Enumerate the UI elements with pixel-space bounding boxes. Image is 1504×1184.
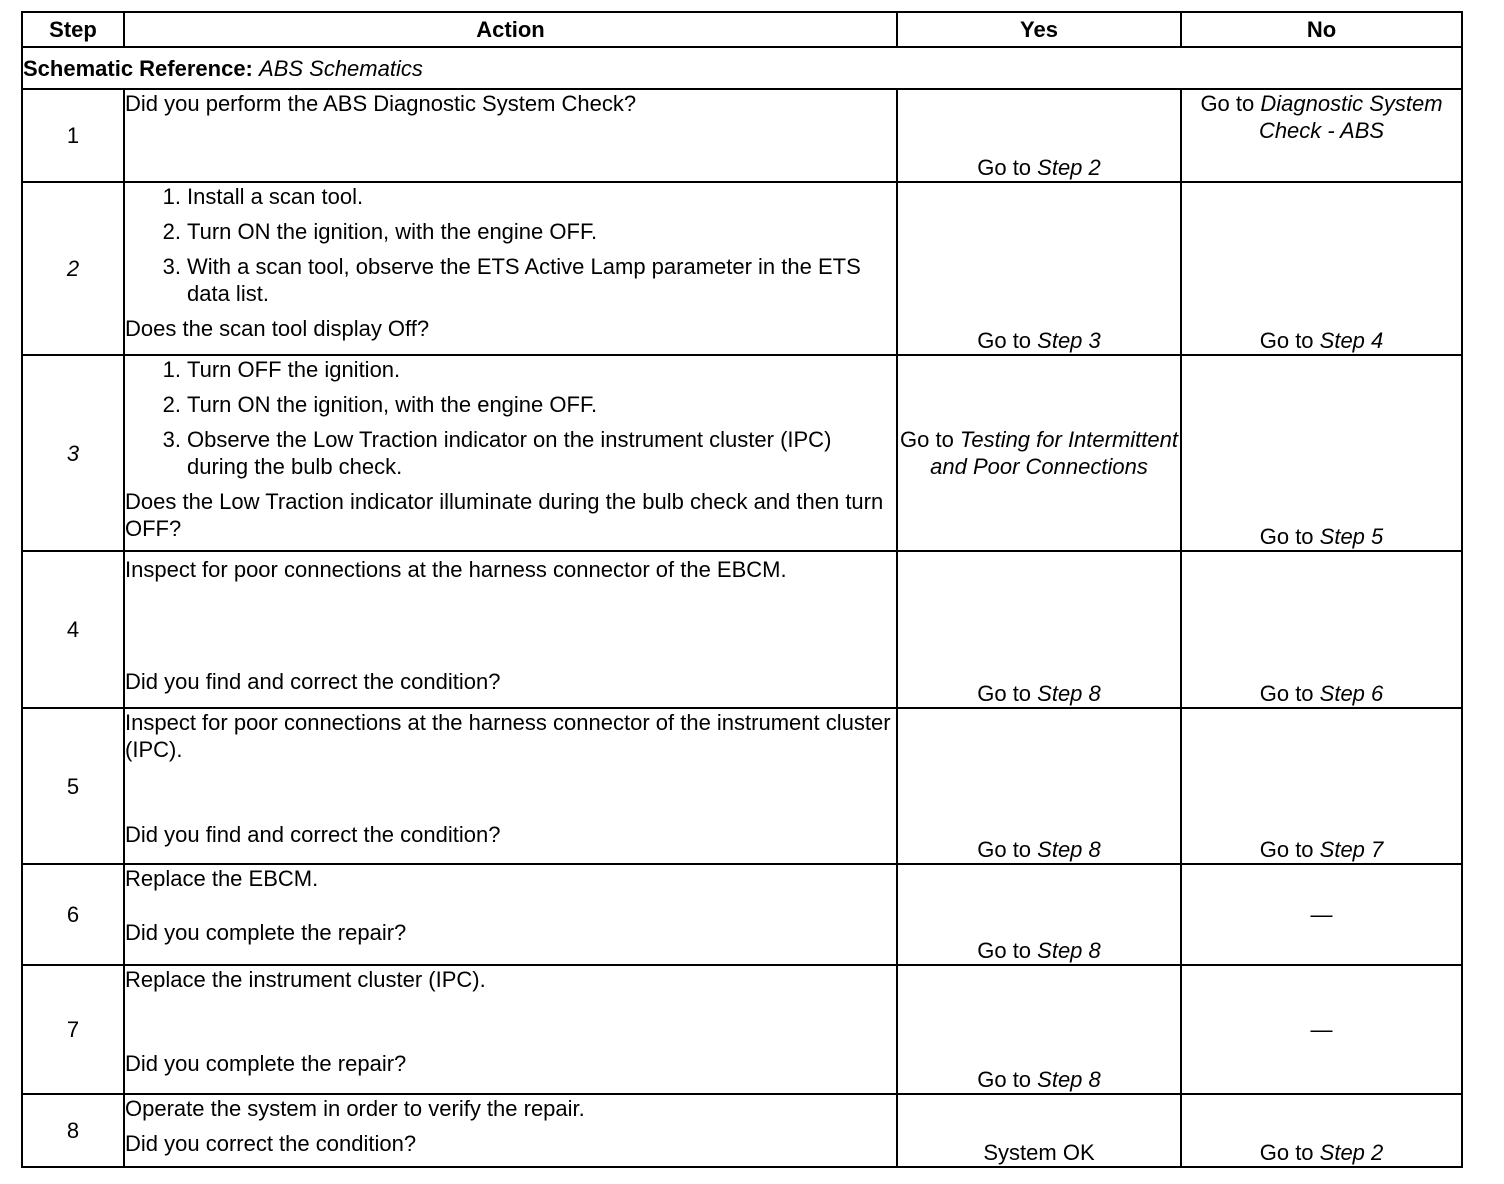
yes-prefix: Go to [977,1067,1038,1092]
substep [125,426,896,480]
schematic-row [22,47,1462,89]
no-prefix: Go to [1259,681,1320,706]
action-question: Does the scan tool display Off? [125,316,430,341]
substep [125,218,896,245]
action-text: Replace the instrument cluster (IPC). [125,967,486,992]
no-cell [1181,551,1462,708]
yes-cell [897,864,1181,965]
no-step-link[interactable]: Diagnostic System Check - ABS [1258,91,1443,143]
no-step-link[interactable]: Step 7 [1319,837,1384,862]
step-number: 6 [22,864,124,965]
header-no: No [1181,12,1462,47]
no-step-link[interactable]: Step 4 [1319,328,1384,353]
substep-number: 2. [162,392,181,417]
substep-text: Turn ON the ignition, with the engine OFF. [187,392,598,417]
schematic-reference [22,47,1462,89]
yes-prefix: Go to [977,837,1038,862]
no-cell [1181,182,1462,355]
no-step-link[interactable]: Step 2 [1319,1140,1384,1165]
action-question: Does the Low Traction indicator illuminate during the bulb check and then turn OFF? [125,489,884,541]
no-cell [1181,1094,1462,1167]
step-number: 2 [22,182,124,355]
step-number: 4 [22,551,124,708]
no-dash: — [1310,902,1333,927]
action-text: Did you perform the ABS Diagnostic System Check? [125,91,637,116]
table-row [22,355,1462,551]
yes-step-link[interactable]: Step 2 [1037,155,1101,180]
action-text: Operate the system in order to verify the repair. [125,1096,585,1121]
substep [125,253,896,307]
yes-cell [897,89,1181,182]
step-number: 5 [22,708,124,864]
step-number: 3 [22,355,124,551]
action-text: Inspect for poor connections at the harness connector of the instrument cluster (IPC). [125,710,891,762]
header-action: Action [124,12,897,47]
action-cell [124,1094,897,1167]
yes-prefix: Go to [977,938,1038,963]
step-number: 7 [22,965,124,1094]
action-question: Did you correct the condition? [125,1131,417,1156]
action-cell [124,89,897,182]
action-cell [124,551,897,708]
substep-text: Observe the Low Traction indicator on the instrument cluster (IPC) during the bulb check. [187,427,832,479]
table-row [22,182,1462,355]
yes-step-link[interactable]: Step 8 [1037,681,1101,706]
yes-prefix: Go to [900,427,960,452]
substep [125,356,896,383]
yes-step-link[interactable]: Step 3 [1037,328,1101,353]
diagnostic-table [21,11,1463,1168]
yes-step-link[interactable]: Step 8 [1037,837,1101,862]
action-text: Inspect for poor connections at the harness connector of the EBCM. [125,557,787,582]
no-dash: — [1310,1017,1333,1042]
yes-cell [897,355,1181,551]
substep-number: 3. [162,254,181,279]
substep-number: 3. [162,427,181,452]
no-prefix: Go to [1259,837,1320,862]
yes-step-link[interactable]: Testing for Intermittent and Poor Connections [930,427,1178,479]
yes-prefix: Go to [977,155,1038,180]
substep-number: 2. [162,219,181,244]
header-yes: Yes [897,12,1181,47]
table-row [22,708,1462,864]
substep [125,183,896,210]
substep-number: 1. [162,357,181,382]
no-prefix: Go to [1259,1140,1320,1165]
action-question: Did you find and correct the condition? [125,822,501,847]
action-cell [124,965,897,1094]
no-cell [1181,355,1462,551]
yes-cell [897,965,1181,1094]
yes-step-link[interactable]: Step 8 [1037,1067,1101,1092]
action-cell [124,864,897,965]
substep-number: 1. [162,184,181,209]
header-row [22,12,1462,47]
no-cell [1181,864,1462,965]
header-step: Step [22,12,124,47]
substep [125,391,896,418]
action-cell [124,708,897,864]
yes-cell [897,1094,1181,1167]
table-row [22,864,1462,965]
substep-text: Turn OFF the ignition. [187,357,401,382]
no-step-link[interactable]: Step 5 [1319,524,1384,549]
step-number: 1 [22,89,124,182]
yes-cell [897,708,1181,864]
substep-text: Install a scan tool. [187,184,364,209]
schematic-link[interactable]: ABS Schematics [259,55,423,81]
yes-prefix: Go to [977,328,1038,353]
action-text: Replace the EBCM. [125,866,319,891]
no-prefix: Go to [1259,524,1320,549]
action-question: Did you complete the repair? [125,920,407,945]
yes-cell [897,551,1181,708]
yes-cell [897,182,1181,355]
substep-list [125,356,896,480]
table-row [22,89,1462,182]
no-cell [1181,965,1462,1094]
action-question: Did you complete the repair? [125,1051,407,1076]
yes-prefix: Go to [977,681,1038,706]
yes-result: System OK [983,1140,1095,1165]
no-prefix: Go to [1200,91,1261,116]
yes-step-link[interactable]: Step 8 [1037,938,1101,963]
no-step-link[interactable]: Step 6 [1319,681,1384,706]
no-cell [1181,708,1462,864]
no-prefix: Go to [1259,328,1320,353]
substep-text: With a scan tool, observe the ETS Active Lamp parameter in the ETS data list. [187,254,861,306]
no-cell [1181,89,1462,182]
action-cell [124,355,897,551]
action-cell [124,182,897,355]
table-row [22,551,1462,708]
table-row [22,1094,1462,1167]
schematic-label: Schematic Reference: [23,55,253,81]
table-row [22,965,1462,1094]
action-question: Did you find and correct the condition? [125,669,501,694]
substep-list [125,183,896,307]
substep-text: Turn ON the ignition, with the engine OFF. [187,219,598,244]
step-number: 8 [22,1094,124,1167]
